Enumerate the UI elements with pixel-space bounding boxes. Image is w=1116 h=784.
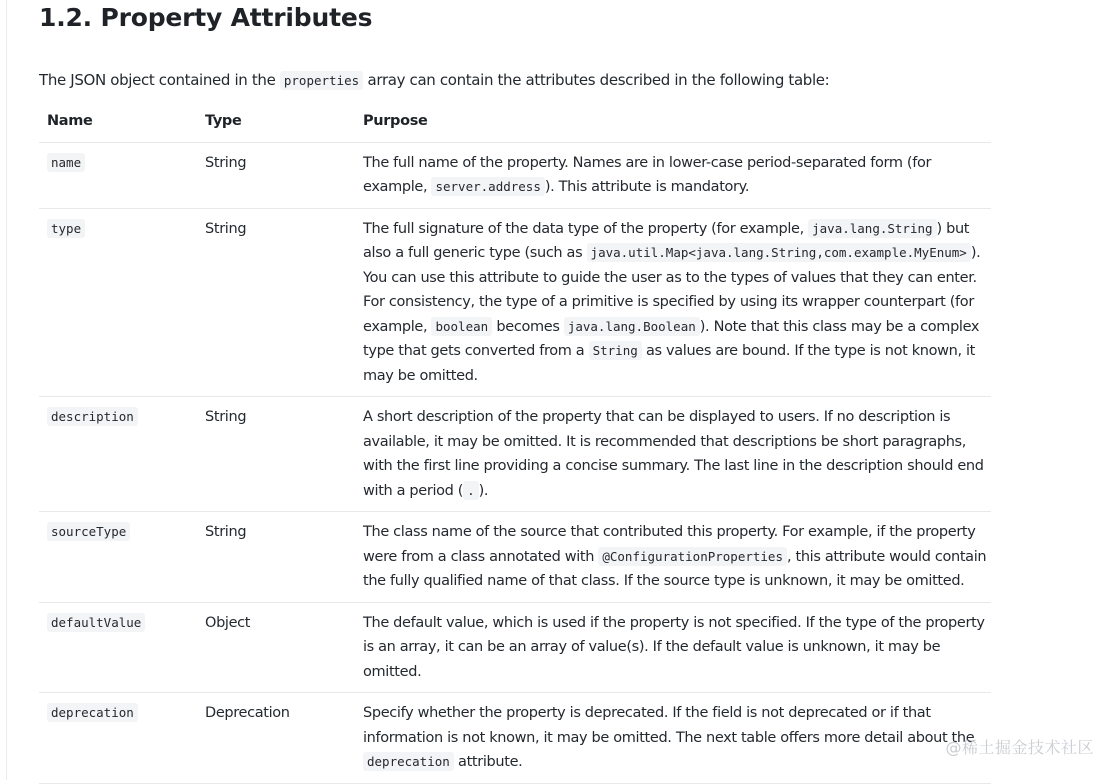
cell-purpose [355, 142, 991, 208]
purpose-inline-code: . [463, 481, 479, 500]
cell-type: String [197, 512, 355, 603]
cell-purpose [355, 693, 991, 784]
purpose-text: ). Note that this class may be a complex type that gets converted from a [363, 318, 980, 359]
table-row [39, 397, 991, 512]
left-border [6, 0, 7, 780]
cell-name [39, 208, 197, 397]
purpose-text: The default value, which is used if the property is not specified. If the type of the property is an array, it can be an array of value(s). If the default value is unknown, it may be omitted. [363, 614, 985, 680]
purpose-text: attribute. [453, 754, 523, 770]
purpose-inline-code: java.lang.String [808, 219, 936, 238]
section-heading: 1.2. Property Attributes [39, 3, 373, 32]
table-row [39, 693, 991, 784]
purpose-text: A short description of the property that can be displayed to users. If no description is available, it may be omitted. It is recommended that descriptions be short paragraphs, with the first line providing a concise summary. The last line in the description should end with a period ( [363, 409, 984, 499]
table-header-row [39, 102, 991, 142]
cell-purpose [355, 512, 991, 603]
purpose-inline-code: String [589, 341, 642, 360]
cell-type: String [197, 208, 355, 397]
cell-type: String [197, 142, 355, 208]
attribute-name-code: name [47, 153, 85, 172]
cell-purpose [355, 397, 991, 512]
purpose-text: ). You can use this attribute to guide the user as to the types of values that they can enter. For consistency, the type of a primitive is specified by using its wrapper counterpart (for example, [363, 245, 981, 335]
intro-code-properties: properties [280, 71, 363, 90]
purpose-text: The full signature of the data type of the property (for example, [363, 220, 809, 237]
intro-text-before: The JSON object contained in the [39, 71, 280, 89]
intro-paragraph [39, 69, 829, 92]
purpose-text: as values are bound. If the type is not known, it may be omitted. [363, 343, 975, 384]
purpose-text: ). [478, 482, 489, 499]
purpose-text: ) but also a full generic type (such as [363, 220, 970, 261]
table-row [39, 602, 991, 693]
cell-purpose [355, 602, 991, 693]
attribute-name-code: sourceType [47, 522, 130, 541]
intro-text-after: array can contain the attributes described in the following table: [363, 71, 830, 89]
table-row [39, 512, 991, 603]
purpose-text: The full name of the property. Names are in lower-case period-separated form (for example, [363, 154, 932, 195]
cell-name [39, 602, 197, 693]
cell-name [39, 693, 197, 784]
table-row [39, 208, 991, 397]
column-header-type: Type [197, 102, 355, 142]
column-header-purpose: Purpose [355, 102, 991, 142]
cell-purpose [355, 208, 991, 397]
purpose-text: ). This attribute is mandatory. [544, 179, 750, 195]
cell-name [39, 397, 197, 512]
watermark-text: @稀土掘金技术社区 [945, 738, 1094, 757]
purpose-text: becomes [492, 318, 564, 335]
column-header-name: Name [39, 102, 197, 142]
attribute-name-code: deprecation [47, 703, 138, 722]
purpose-text: , this attribute would contain the fully qualified name of that class. If the source type is unknown, it may be omitted. [363, 548, 987, 589]
cell-name [39, 142, 197, 208]
purpose-inline-code: java.lang.Boolean [564, 317, 700, 336]
attribute-name-code: defaultValue [47, 613, 145, 632]
purpose-inline-code: @ConfigurationProperties [598, 547, 787, 566]
property-attributes-table [39, 102, 991, 784]
purpose-text: Specify whether the property is deprecated. If the field is not deprecated or if that information is not known, it may be omitted. The next table offers more detail about the [363, 705, 975, 746]
purpose-inline-code: server.address [431, 177, 544, 196]
purpose-inline-code: java.util.Map<java.lang.String,com.example.MyEnum> [587, 243, 971, 262]
table-row [39, 142, 991, 208]
purpose-inline-code: deprecation [363, 752, 454, 771]
cell-type: Object [197, 602, 355, 693]
attribute-name-code: type [47, 219, 85, 238]
cell-type: String [197, 397, 355, 512]
purpose-text: The class name of the source that contributed this property. For example, if the property were from a class annotated with [363, 524, 976, 565]
purpose-inline-code: boolean [431, 317, 492, 336]
cell-name [39, 512, 197, 603]
cell-type: Deprecation [197, 693, 355, 784]
attribute-name-code: description [47, 407, 138, 426]
